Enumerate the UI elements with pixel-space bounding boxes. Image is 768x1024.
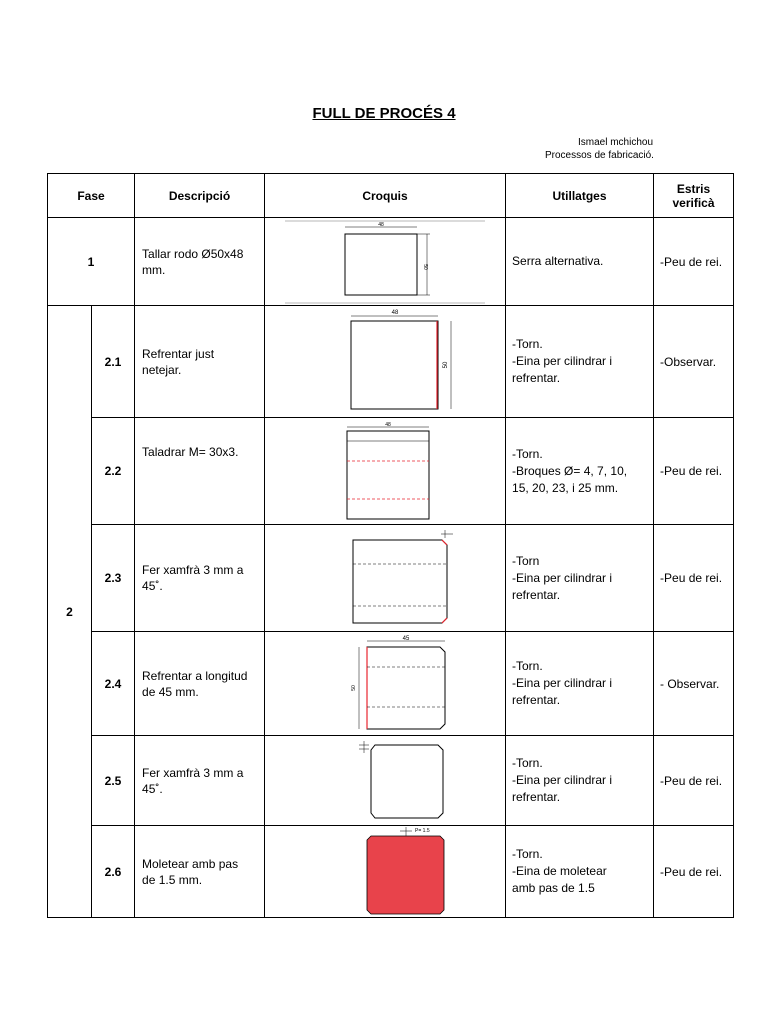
tool-line: -Broques Ø= 4, 7, 10, [512, 463, 628, 478]
header-row [48, 174, 734, 218]
description-cell [135, 218, 265, 306]
phase-number: 2 [48, 306, 92, 918]
tool-line: -Torn. [512, 659, 543, 673]
table-row [48, 826, 734, 918]
col-header-estris-line2: verificà [672, 195, 715, 210]
author-name: Ismael mchichou [578, 137, 654, 148]
verification-cell: -Observar. [654, 306, 734, 418]
sketch-cell [265, 632, 506, 736]
tool-line: amb pas de 1.5 [512, 881, 595, 895]
description-cell [135, 525, 265, 632]
sketch-dim-label: 45 [402, 635, 410, 642]
tools-cell [506, 418, 654, 525]
description-line: netejar. [142, 362, 182, 377]
tool-line: refrentar. [512, 790, 561, 804]
page-title: FULL DE PROCÉS 4 [312, 105, 456, 122]
phase-number: 1 [48, 218, 135, 306]
tool-line: refrentar. [512, 587, 561, 602]
subject-name: Processos de fabricació. [545, 150, 654, 161]
step-number: 2.5 [92, 736, 135, 826]
tool-line: 15, 20, 23, i 25 mm. [512, 480, 619, 495]
sketch-cell [265, 218, 506, 306]
description-line: Fer xamfrà 3 mm a [142, 563, 244, 577]
tool-line: -Torn. [512, 847, 543, 861]
sketch-drawing [285, 526, 485, 631]
verification-cell: -Peu de rei. [654, 525, 734, 632]
description-cell [135, 306, 265, 418]
tools-cell [506, 525, 654, 632]
sketch-cell [265, 826, 506, 918]
sketch-dim-label: 50 [422, 263, 429, 270]
tools-cell [506, 632, 654, 736]
tool-line: refrentar. [512, 371, 561, 385]
table-row [48, 306, 734, 418]
sketch-drawing [285, 419, 485, 524]
tool-line: -Torn. [512, 337, 543, 351]
table-row [48, 525, 734, 632]
description-line: Fer xamfrà 3 mm a [142, 765, 244, 780]
sketch-drawing [285, 219, 485, 305]
sketch-dim-label: 50 [351, 684, 358, 691]
col-header-estris [654, 174, 734, 218]
tools-cell [506, 736, 654, 826]
step-number: 2.4 [92, 632, 135, 736]
col-header-estris-line1: Estris [676, 181, 711, 196]
verification-cell: -Peu de rei. [654, 826, 734, 918]
sketch-dim-label: P= 1.5 [415, 827, 430, 834]
tool-line: -Torn. [512, 446, 543, 461]
description-line: de 45 mm. [142, 684, 199, 699]
sketch-cell [265, 306, 506, 418]
tool-line: -Eina per cilindrar i [512, 354, 613, 368]
description-line: de 1.5 mm. [142, 872, 203, 887]
table-row [48, 418, 734, 525]
sketch-dim-label: 48 [378, 221, 384, 228]
verification-cell: -Peu de rei. [654, 218, 734, 306]
sketch-dim-label: 48 [391, 309, 399, 316]
tool-line: -Torn [512, 553, 540, 568]
tool-line: -Torn. [512, 756, 543, 770]
col-header-utillatges: Utillatges [506, 174, 654, 218]
sketch-dim-label: 50 [443, 361, 450, 368]
tool-line: -Eina de moletear [512, 864, 607, 878]
author-block [545, 136, 654, 162]
description-line: Moletear amb pas [142, 856, 239, 871]
sketch-cell [265, 736, 506, 826]
col-header-croquis: Croquis [265, 174, 506, 218]
process-table [47, 173, 734, 918]
description-line: 45˚. [142, 579, 163, 593]
tool-line: refrentar. [512, 693, 561, 707]
verification-cell: - Observar. [654, 632, 734, 736]
sketch-drawing [285, 827, 485, 917]
description-line: 45˚. [142, 781, 163, 796]
table-row [48, 218, 734, 306]
sketch-drawing [285, 737, 485, 825]
col-header-fase: Fase [48, 174, 135, 218]
tool-line: Serra alternativa. [512, 254, 604, 268]
sketch-drawing [285, 633, 485, 735]
table-row [48, 632, 734, 736]
step-number: 2.1 [92, 306, 135, 418]
description-line: Refrentar just [142, 346, 215, 361]
sketch-cell [265, 525, 506, 632]
verification-cell: -Peu de rei. [654, 418, 734, 525]
table-row [48, 736, 734, 826]
description-cell [135, 826, 265, 918]
step-number: 2.2 [92, 418, 135, 525]
tools-cell [506, 218, 654, 306]
description-cell [135, 736, 265, 826]
description-line: Tallar rodo Ø50x48 [142, 246, 244, 261]
step-number: 2.3 [92, 525, 135, 632]
description-cell [135, 418, 265, 525]
sketch-drawing [285, 307, 485, 417]
step-number: 2.6 [92, 826, 135, 918]
verification-cell: -Peu de rei. [654, 736, 734, 826]
tools-cell [506, 826, 654, 918]
sketch-dim-label: 48 [385, 421, 391, 428]
sketch-cell [265, 418, 506, 525]
tool-line: -Eina per cilindrar i [512, 676, 613, 690]
tool-line: -Eina per cilindrar i [512, 570, 613, 585]
tools-cell [506, 306, 654, 418]
description-line: Taladrar M= 30x3. [142, 445, 239, 459]
col-header-descripcio: Descripció [135, 174, 265, 218]
tool-line: -Eina per cilindrar i [512, 773, 613, 787]
description-cell [135, 632, 265, 736]
description-line: Refrentar a longitud [142, 668, 248, 683]
description-line: mm. [142, 262, 166, 277]
